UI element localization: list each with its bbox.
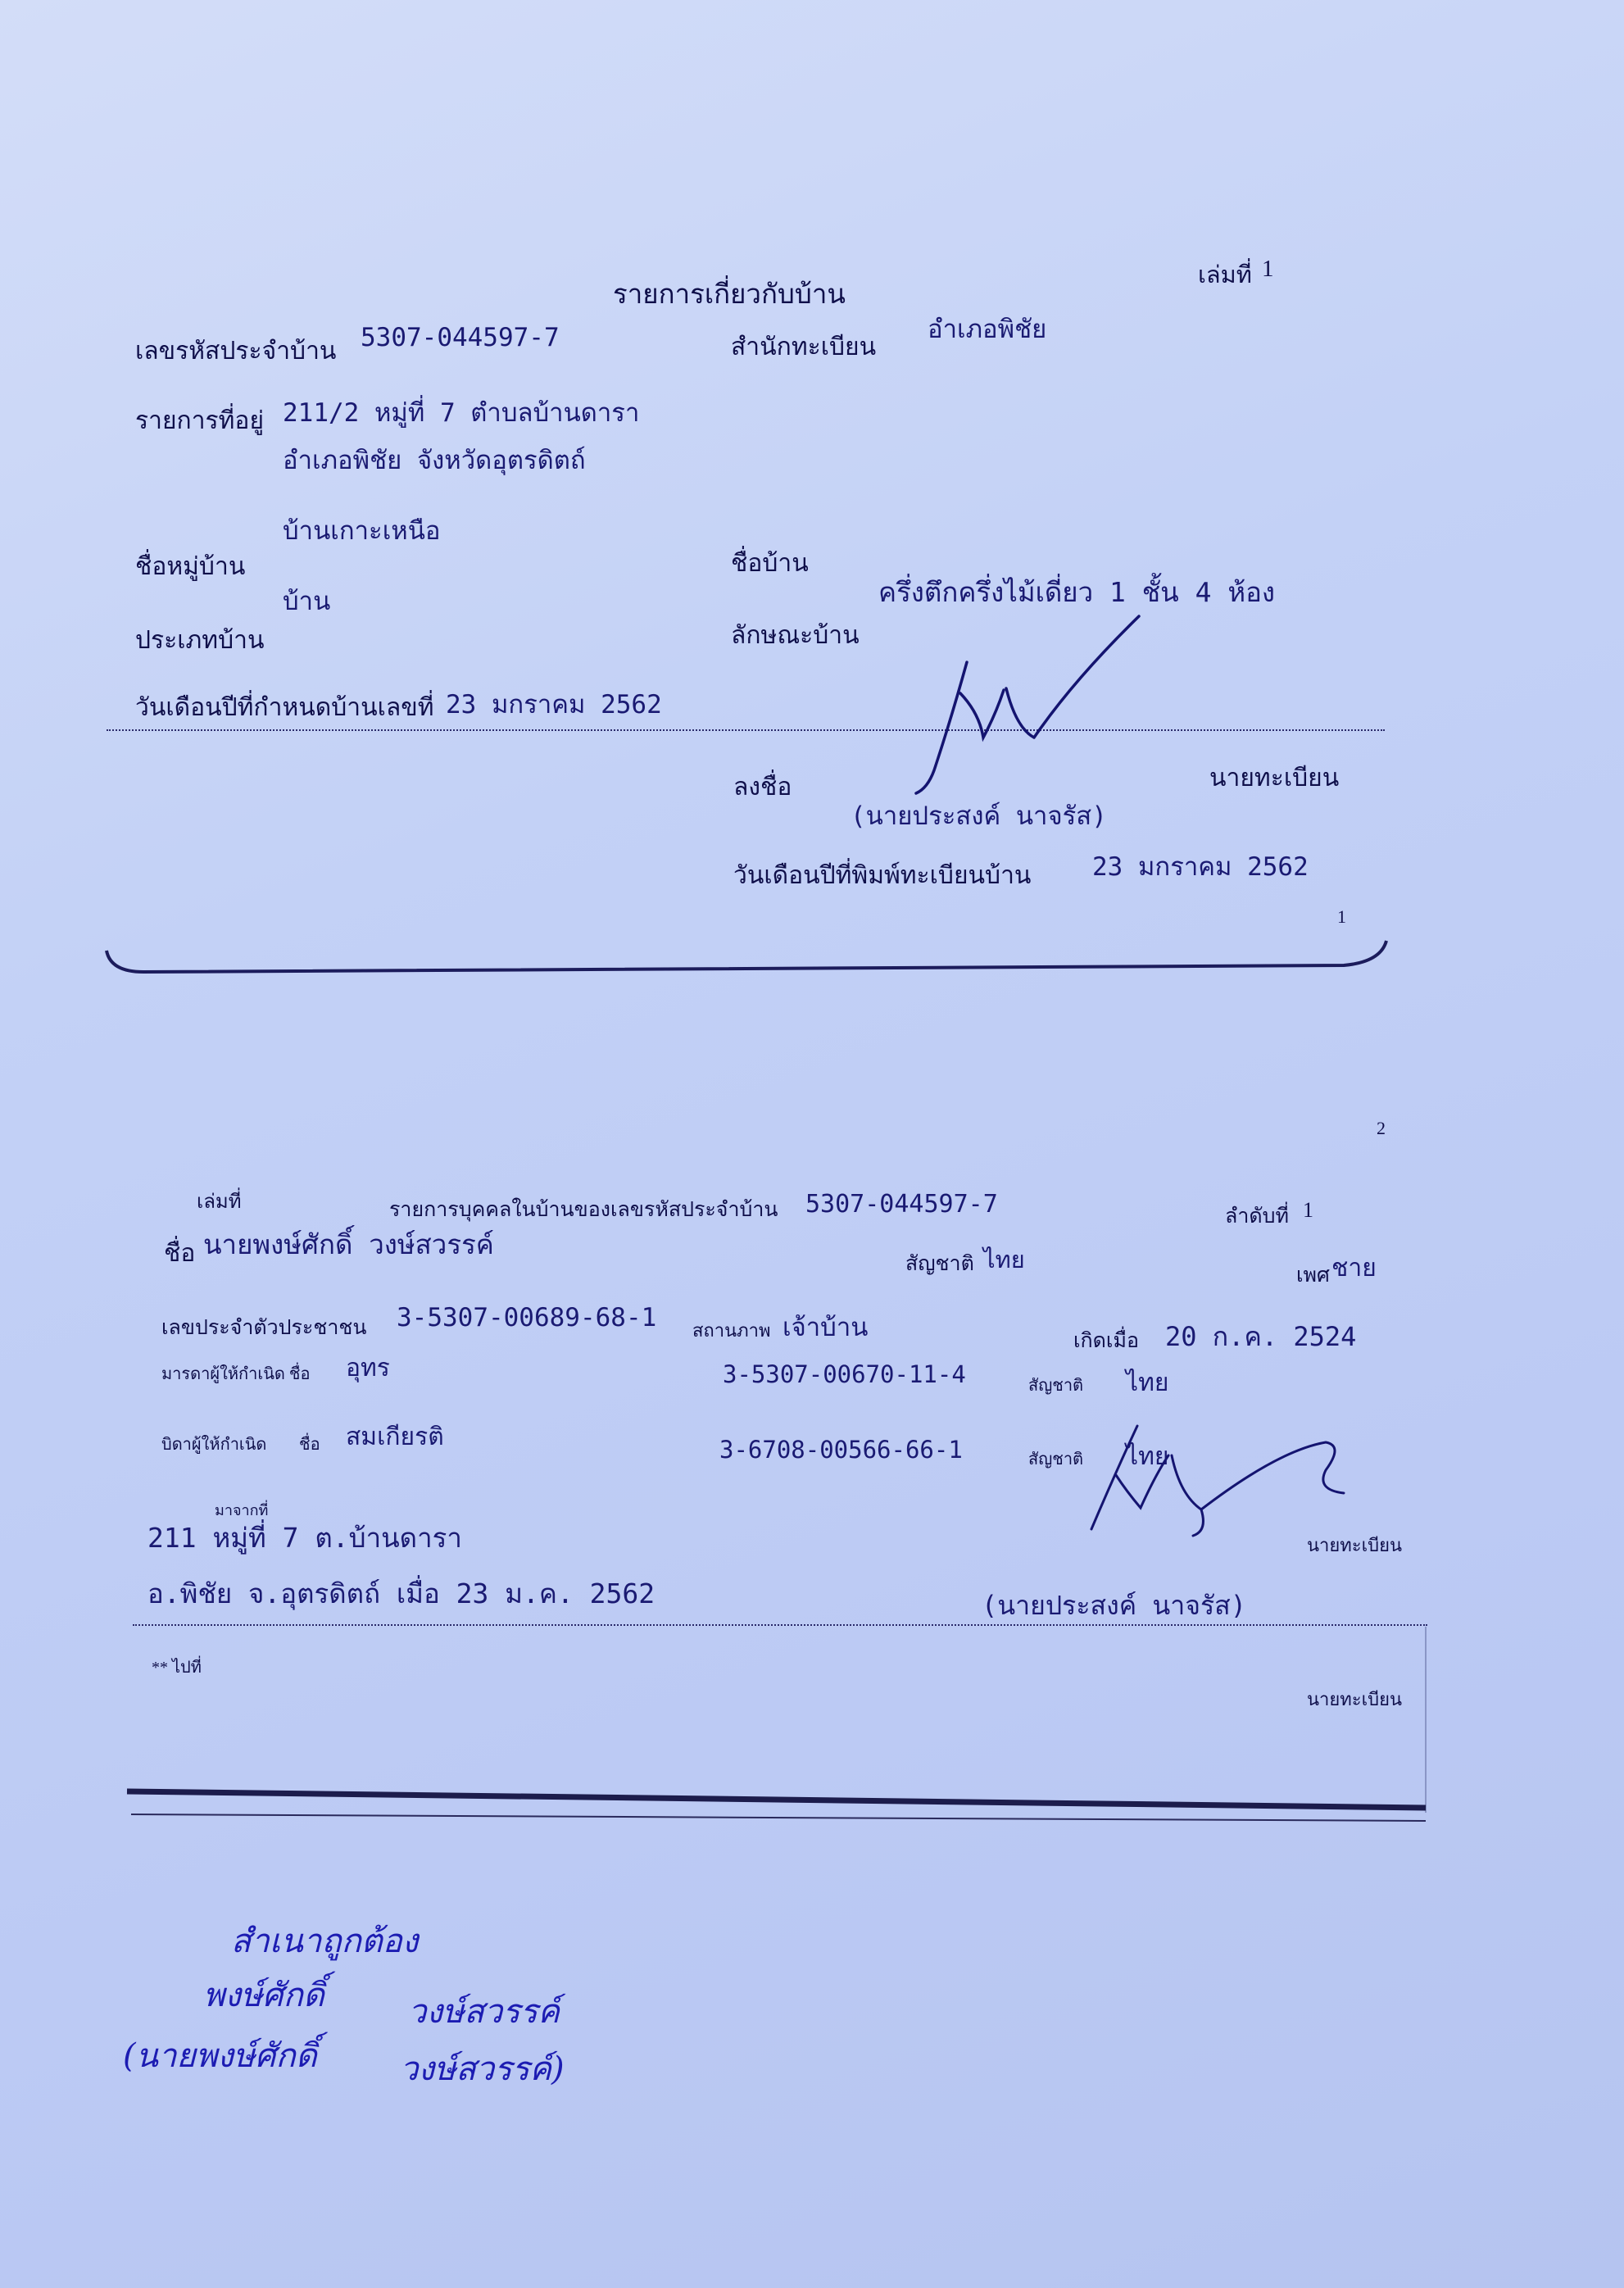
village-label: ชื่อหมู่บ้าน <box>135 553 246 580</box>
assigned-date-value: 23 มกราคม 2562 <box>446 690 662 720</box>
status-label: สถานภาพ <box>692 1320 771 1341</box>
certification-line3a: (นายพงษ์ศักดิ์ <box>123 2037 317 2075</box>
birth-label: เกิดเมื่อ <box>1073 1330 1139 1352</box>
sign-label: ลงชื่อ <box>733 774 792 801</box>
nationality-value: ไทย <box>983 1246 1025 1273</box>
mother-nat-label: สัญชาติ <box>1028 1377 1084 1395</box>
house-code-label: เลขรหัสประจำบ้าน <box>135 338 337 365</box>
village-value: บ้านเกาะเหนือ <box>283 516 441 546</box>
father-id-value: 3-6708-00566-66-1 <box>719 1436 963 1464</box>
father-nat-label: สัญชาติ <box>1028 1450 1084 1469</box>
address-line1: 211/2 หมู่ที่ 7 ตำบลบ้านดารา <box>283 398 640 428</box>
certification-line3b: วงษ์สวรรค์) <box>400 2050 565 2088</box>
moved-from-line2: อ.พิชัย จ.อุตรดิตถ์ เมื่อ 23 ม.ค. 2562 <box>147 1578 655 1609</box>
person-registrar-label: นายทะเบียน <box>1307 1535 1403 1555</box>
sex-value: ชาย <box>1331 1254 1377 1282</box>
person-page-no: 2 <box>1377 1118 1386 1138</box>
father-name-label: ชื่อ <box>299 1436 320 1454</box>
office-value: อำเภอพิชัย <box>928 315 1047 344</box>
person-name-label: ชื่อ <box>164 1240 196 1267</box>
assigned-date-label: วันเดือนปีที่กำหนดบ้านเลขที่ <box>135 694 434 721</box>
person-frame-bottom-thin <box>131 1814 1426 1821</box>
print-date-label: วันเดือนปีที่พิมพ์ทะเบียนบ้าน <box>733 862 1032 889</box>
person-name-value: นายพงษ์ศักดิ์ วงษ์สวรรค์ <box>203 1228 494 1260</box>
office-label: สำนักทะเบียน <box>731 334 877 361</box>
father-label: บิดาผู้ให้กำเนิด <box>161 1436 267 1454</box>
person-registrar-name: (นายประสงค์ นาจรัส) <box>982 1590 1246 1621</box>
certification-line2a: พงษ์ศักดิ์ <box>203 1977 324 2014</box>
father-nat-value: ไทย <box>1126 1442 1169 1471</box>
person-registrar-label-2: นายทะเบียน <box>1307 1689 1403 1709</box>
moved-from-label: มาจากที่ <box>215 1502 269 1519</box>
mother-id-value: 3-5307-00670-11-4 <box>723 1360 966 1388</box>
house-code-value: 5307-044597-7 <box>361 323 560 352</box>
house-registrar-name: (นายประสงค์ นาจรัส) <box>851 801 1107 831</box>
birth-value: 20 ก.ค. 2524 <box>1165 1321 1357 1352</box>
person-house-code: 5307-044597-7 <box>805 1190 998 1219</box>
certification-line2b: วงษ์สวรรค์ <box>408 1993 560 2031</box>
house-style-value: ครึ่งตึกครึ่งไม้เดี่ยว 1 ชั้น 4 ห้อง <box>878 576 1276 608</box>
house-book-label: เล่มที่ <box>1198 262 1252 288</box>
house-type-value: บ้าน <box>283 587 331 616</box>
mother-nat-value: ไทย <box>1126 1369 1169 1397</box>
mother-label: มารดาผู้ให้กำเนิด ชื่อ <box>161 1365 311 1383</box>
house-page-no: 1 <box>1337 906 1346 927</box>
sex-label: เพศ <box>1296 1264 1330 1287</box>
registrar-signature-2 <box>1091 1426 1344 1536</box>
house-book-no: 1 <box>1262 256 1274 282</box>
house-style-label: ลักษณะบ้าน <box>731 622 860 649</box>
person-frame-bottom <box>127 1791 1426 1808</box>
registrar-signature-1 <box>916 616 1139 793</box>
id-label: เลขประจำตัวประชาชน <box>161 1317 367 1339</box>
father-name-value: สมเกียรติ <box>346 1423 444 1451</box>
person-book-label: เล่มที่ <box>197 1192 242 1213</box>
person-seq-no: 1 <box>1303 1198 1313 1222</box>
address-label: รายการที่อยู่ <box>135 407 265 434</box>
person-section-title: รายการบุคคลในบ้านของเลขรหัสประจำบ้าน <box>389 1199 778 1221</box>
status-value: เจ้าบ้าน <box>783 1313 869 1342</box>
address-line2: อำเภอพิชัย จังหวัดอุตรดิตถ์ <box>283 446 586 475</box>
moved-to-label: ** ไปที่ <box>152 1659 202 1677</box>
print-date-value: 23 มกราคม 2562 <box>1092 852 1309 882</box>
mother-name-value: อุทร <box>346 1354 390 1382</box>
moved-from-line1: 211 หมู่ที่ 7 ต.บ้านดารา <box>147 1522 462 1554</box>
house-name-label: ชื่อบ้าน <box>731 550 809 577</box>
person-seq-label: ลำดับที่ <box>1225 1205 1289 1228</box>
nationality-label: สัญชาติ <box>905 1253 974 1275</box>
certification-line1: สำเนาถูกต้อง <box>231 1923 419 1960</box>
house-section-title: รายการเกี่ยวกับบ้าน <box>613 280 846 310</box>
house-frame-bottom <box>107 941 1386 972</box>
house-registrar-label: นายทะเบียน <box>1209 765 1340 792</box>
id-value: 3-5307-00689-68-1 <box>397 1303 657 1332</box>
house-type-label: ประเภทบ้าน <box>135 627 265 654</box>
